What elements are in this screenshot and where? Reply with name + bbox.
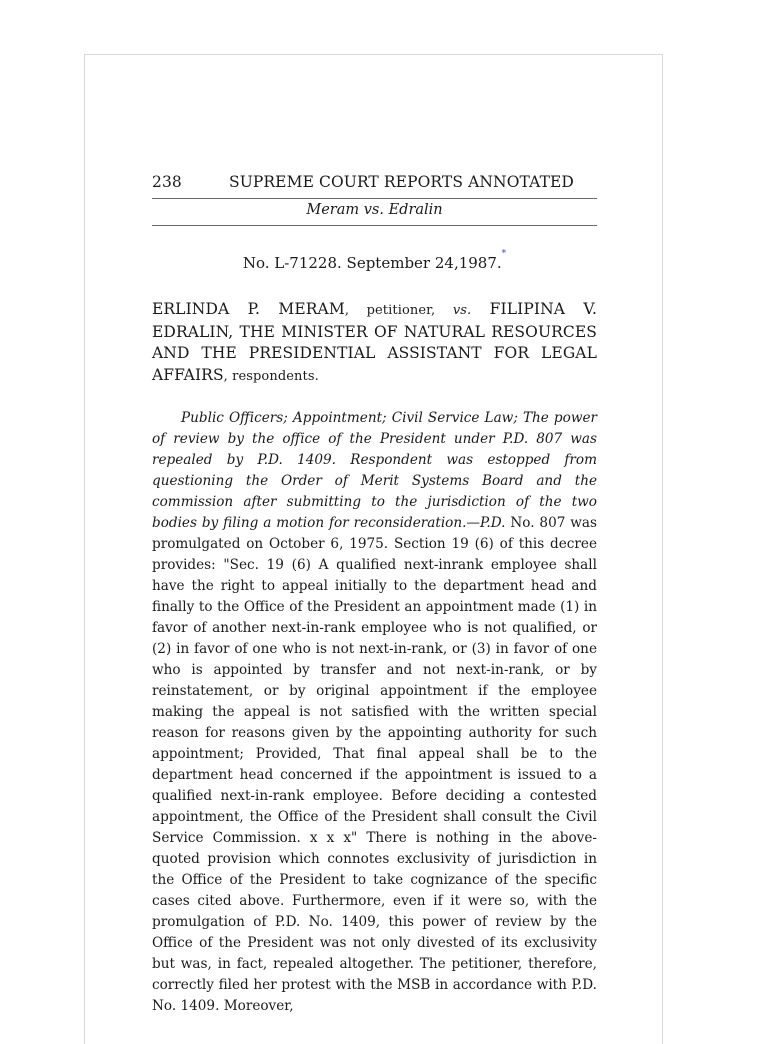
syllabus-body: No. 807 was promulgated on October 6, 1975. Section 19 (6) of this decree provides: "Sec. 19 (6) A qualified next-inrank employee shall have the right to appeal initially to the department head and finally to the Office of the President an appointment made (1) in favor of another next-in-rank employee who is not qualified, or (2) in favor of one who is not next-in-rank, or (3) in favor of one who is appointed by transfer and not next-in-rank, or by reinstatement, or by original appointment if the employee making the appeal is not satisfied with the written special reason for reasons given by the appointing authority for such appointment; Provided, That final appeal shall be to the department head concerned if the appointment is issued to a qualified next-in-rank employee. Before deciding a contested appointment, the Office of the President shall consult the Civil Service Commission. x x x" There is nothing in the above-quoted provision which connotes exclusivity of jurisdiction in the Office of the President to take cognizance of the specific cases cited above. Furthermore, even if it were so, with the promulgation of P.D. No. 1409, this power of review by the Office of the President was not only divested of its exclusivity but was, in fact, repealed altogether. The petitioner, therefore, correctly filed her protest with the MSB in accordance with P.D. No. 1409. Moreover, [152,515,597,1014]
versus-label: vs. [452,303,472,318]
parties-block [152,299,597,387]
header-rule-bottom [152,225,597,226]
case-short-title: Meram vs. Edralin [306,202,443,218]
footnote-marker-link[interactable]: * [501,249,507,259]
syllabus-italic-lead: Public Officers; Appointment; Civil Service Law; The power of review by the office of the President under P.D. 807 was repealed by P.D. 1409. Respondent was estopped from questioning the Order of Merit Systems Board and the commission after submitting to the jurisdiction of the two bodies by filing a motion for reconsideration.—P.D. [152,410,597,531]
petitioner-role: , petitioner, [344,303,453,318]
syllabus-paragraph [152,408,597,1017]
respondents-role: , respondents. [223,368,319,384]
page-number: 238 [152,173,182,191]
case-number-line [152,244,597,273]
case-number: No. L-71228. September 24,1987. [242,254,502,272]
petitioner-name: ERLINDA P. MERAM [152,300,345,318]
running-head [152,172,597,192]
respondents-names: FILIPINA V. EDRALIN, THE MINISTER OF NATURAL RESOURCES AND THE PRESIDENTIAL ASSISTANT FOR LEGAL AFFAIRS [152,300,597,384]
reporter-title: SUPREME COURT REPORTS ANNOTATED [229,173,574,191]
document-page [84,54,663,1044]
page-content [152,172,597,1017]
